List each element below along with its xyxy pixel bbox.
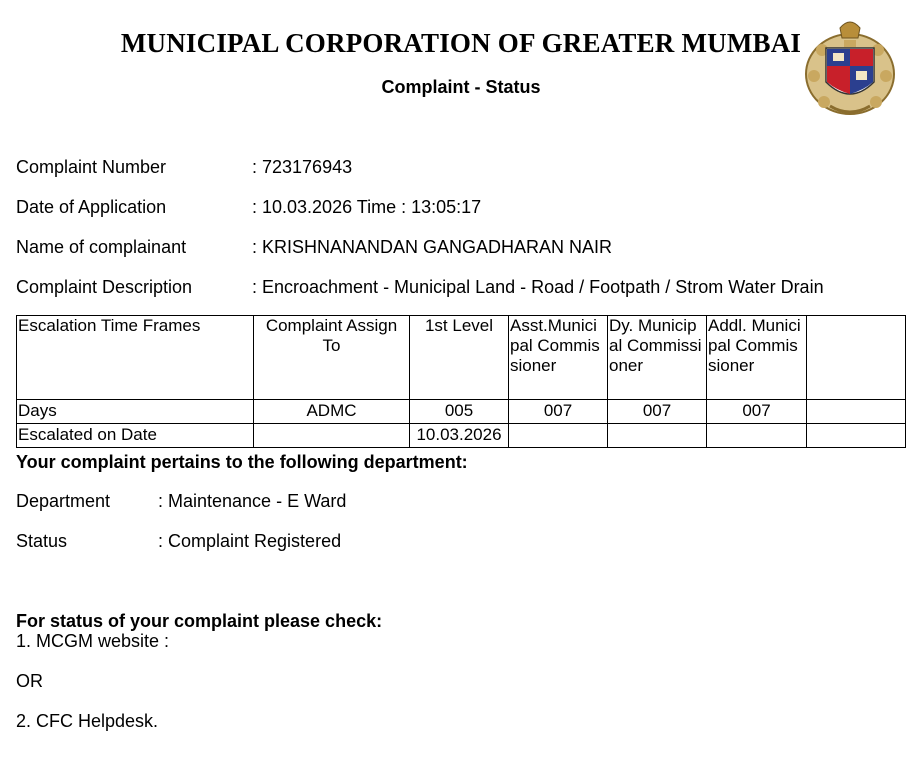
escalation-header-row xyxy=(17,316,906,400)
escalated-date-row xyxy=(17,424,906,448)
mcgm-crest-icon xyxy=(800,14,900,120)
application-date-value: : 10.03.2026 Time : 13:05:17 xyxy=(252,197,482,217)
escalation-header-cell: Dy. Municipal Commissioner xyxy=(608,316,707,400)
department-label: Department xyxy=(16,491,111,511)
escalation-header-cell: Complaint Assign To xyxy=(254,316,410,400)
escalated-date-cell xyxy=(254,424,410,448)
mcgm-website-line: 1. MCGM website : xyxy=(16,631,170,651)
days-cell: 007 xyxy=(608,400,707,424)
escalation-table xyxy=(16,315,906,448)
complainant-name-label: Name of complainant xyxy=(16,237,187,257)
status-label: Status xyxy=(16,531,68,551)
organization-title: MUNICIPAL CORPORATION OF GREATER MUMBAI xyxy=(120,28,802,58)
or-separator: OR xyxy=(16,671,43,691)
days-cell: Days xyxy=(17,400,254,424)
escalated-date-cell xyxy=(509,424,608,448)
days-cell: 007 xyxy=(707,400,807,424)
complaint-description-value: : Encroachment - Municipal Land - Road / Footpath / Strom Water Drain xyxy=(252,277,824,297)
escalated-date-cell: Escalated on Date xyxy=(17,424,254,448)
page-title: Complaint - Status xyxy=(381,77,541,97)
department-value: : Maintenance - E Ward xyxy=(158,491,347,511)
days-cell xyxy=(807,400,906,424)
escalated-date-cell xyxy=(707,424,807,448)
escalation-header-cell: 1st Level xyxy=(410,316,509,400)
status-value: : Complaint Registered xyxy=(158,531,342,551)
cfc-helpdesk-line: 2. CFC Helpdesk. xyxy=(16,711,159,731)
escalated-date-cell xyxy=(608,424,707,448)
complaint-number-label: Complaint Number xyxy=(16,157,167,177)
escalation-header-cell xyxy=(807,316,906,400)
days-cell: 005 xyxy=(410,400,509,424)
days-cell: 007 xyxy=(509,400,608,424)
status-check-heading: For status of your complaint please check: xyxy=(16,611,383,631)
complaint-description-label: Complaint Description xyxy=(16,277,193,297)
application-date-label: Date of Application xyxy=(16,197,167,217)
days-cell: ADMC xyxy=(254,400,410,424)
escalated-date-cell xyxy=(807,424,906,448)
escalated-date-cell: 10.03.2026 xyxy=(410,424,509,448)
department-heading: Your complaint pertains to the following department: xyxy=(16,452,468,472)
escalation-header-cell: Escalation Time Frames xyxy=(17,316,254,400)
escalation-header-cell: Addl. Municipal Commissioner xyxy=(707,316,807,400)
escalation-header-cell: Asst.Municipal Commissioner xyxy=(509,316,608,400)
complainant-name-value: : KRISHNANANDAN GANGADHARAN NAIR xyxy=(252,237,613,257)
days-row xyxy=(17,400,906,424)
complaint-number-value: : 723176943 xyxy=(252,157,353,177)
